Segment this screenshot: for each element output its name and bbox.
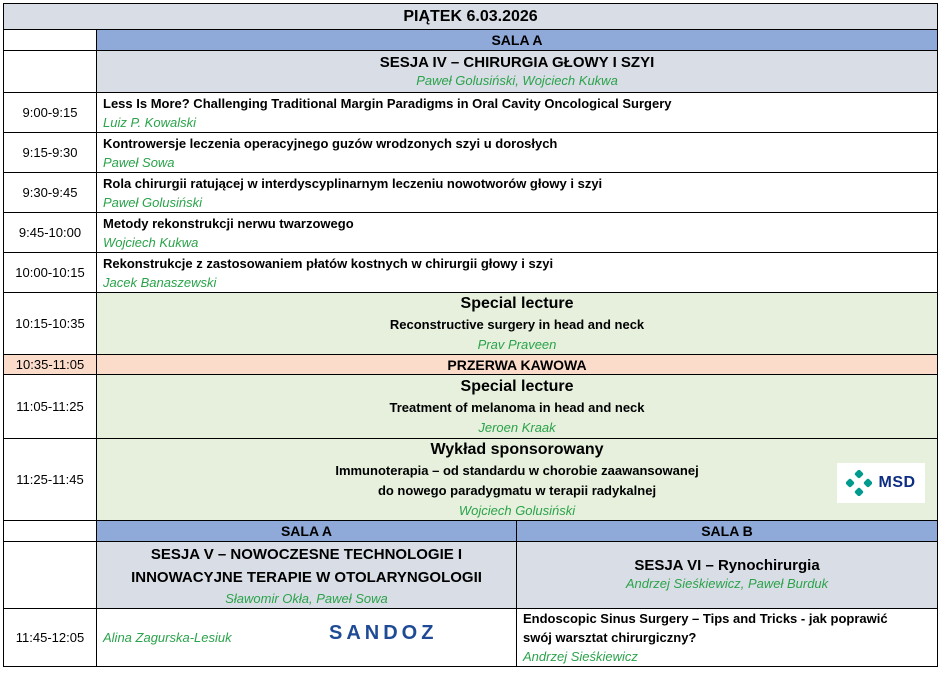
session6-title: SESJA VI – Rynochirurgia [634, 557, 820, 574]
session5-title-line1: SESJA V – NOWOCZESNE TECHNOLOGIE I [150, 545, 463, 563]
talk-title: Less Is More? Challenging Traditional Margin Paradigms in Oral Cavity Oncological Surgery [103, 95, 672, 111]
special-cell [97, 375, 938, 439]
special-title: Treatment of melanoma in head and neck [389, 400, 645, 415]
sponsored-heading: Wykład sponsorowany [430, 441, 604, 458]
table-row [4, 253, 938, 293]
session5-chairs: Sławomir Okła, Paweł Sowa [225, 590, 388, 606]
hall-row [4, 30, 938, 51]
sponsored-row [4, 439, 938, 521]
talk-title-line1: Endoscopic Sinus Surgery – Tips and Tricks - jak poprawić [523, 611, 888, 626]
talk-speaker: Jacek Banaszewski [103, 274, 217, 290]
session4-chairs: Paweł Golusiński, Wojciech Kukwa [416, 72, 618, 88]
hall-left-label: SALA A [97, 521, 517, 542]
sandoz-logo: SANDOZ [329, 622, 438, 644]
talk-speaker: Paweł Sowa [103, 154, 175, 170]
talk-title: Rekonstrukcje z zastosowaniem płatów kostnych w chirurgii głowy i szyi [103, 255, 554, 271]
empty-time-cell [4, 521, 97, 542]
session5-title-line2: INNOWACYJNE TERAPIE W OTOLARYNGOLOGII [131, 568, 482, 586]
talk-cell [97, 93, 938, 133]
empty-time-cell [4, 542, 97, 609]
talk-time: 9:15-9:30 [4, 133, 97, 173]
special-heading: Special lecture [460, 378, 574, 395]
special-lecture-row [4, 293, 938, 355]
talk-title: Kontrowersje leczenia operacyjnego guzów wrodzonych szyi u dorosłych [103, 135, 558, 151]
session6-cell [517, 542, 938, 609]
special-cell [97, 293, 938, 355]
day-title: PIĄTEK 6.03.2026 [4, 4, 938, 30]
session6-chairs: Andrzej Sieśkiewicz, Paweł Burduk [625, 576, 829, 591]
talk-cell [97, 213, 938, 253]
table-row [4, 213, 938, 253]
sponsored-time: 11:25-11:45 [4, 439, 97, 521]
halls-split-row [4, 521, 938, 542]
talk-time: 9:45-10:00 [4, 213, 97, 253]
msd-logo-text: MSD [878, 474, 916, 491]
day-row [4, 4, 938, 30]
talk-speaker: Paweł Golusiński [103, 194, 202, 210]
special-speaker: Jeroen Kraak [478, 420, 556, 435]
talk-title: Rola chirurgii ratującej w interdyscyplinarnym leczeniu nowotworów głowy i szyi [103, 175, 603, 191]
table-row [4, 93, 938, 133]
talk-time: 9:30-9:45 [4, 173, 97, 213]
break-time: 10:35-11:05 [4, 355, 97, 375]
table-row [4, 133, 938, 173]
table-row [4, 173, 938, 213]
sponsored-cell [97, 439, 938, 521]
session4-cell [97, 51, 938, 93]
sponsored-speaker: Wojciech Golusiński [458, 503, 576, 518]
talk-speaker: Luiz P. Kowalski [103, 114, 196, 130]
sponsored-line2: do nowego paradygmatu w terapii radykalnej [377, 483, 657, 498]
special-speaker: Prav Praveen [477, 337, 557, 352]
special-time: 10:15-10:35 [4, 293, 97, 355]
table-row [4, 609, 938, 667]
talk-title-line2: swój warsztat chirurgiczny? [523, 630, 697, 645]
talk-cell [97, 173, 938, 213]
talk-time: 11:45-12:05 [4, 609, 97, 667]
talk-time: 10:00-10:15 [4, 253, 97, 293]
break-label: PRZERWA KAWOWA [97, 355, 938, 375]
special-heading: Special lecture [460, 295, 574, 312]
talk-cell [97, 253, 938, 293]
hall-label: SALA A [97, 30, 938, 51]
special-time: 11:05-11:25 [4, 375, 97, 439]
talk-left-cell [97, 609, 517, 667]
talk-speaker: Alina Zagurska-Lesiuk [103, 630, 232, 645]
sessions-row [4, 542, 938, 609]
special-title: Reconstructive surgery in head and neck [389, 317, 645, 332]
talk-speaker: Wojciech Kukwa [103, 234, 199, 250]
talk-speaker: Andrzej Sieśkiewicz [523, 649, 638, 664]
talk-cell [97, 133, 938, 173]
talk-right-cell [517, 609, 938, 667]
talk-time: 9:00-9:15 [4, 93, 97, 133]
msd-mark-icon [846, 470, 872, 496]
schedule-table [3, 3, 938, 667]
special-lecture-row [4, 375, 938, 439]
hall-right-label: SALA B [517, 521, 938, 542]
session4-row [4, 51, 938, 93]
talk-title: Metody rekonstrukcji nerwu twarzowego [103, 215, 354, 231]
msd-logo [837, 463, 925, 503]
session4-title: SESJA IV – CHIRURGIA GŁOWY I SZYI [379, 53, 655, 71]
sponsored-line1: Immunoterapia – od standardu w chorobie zaawansowanej [335, 463, 699, 478]
empty-time-cell [4, 51, 97, 93]
empty-time-cell [4, 30, 97, 51]
break-row [4, 355, 938, 375]
session5-cell [97, 542, 517, 609]
